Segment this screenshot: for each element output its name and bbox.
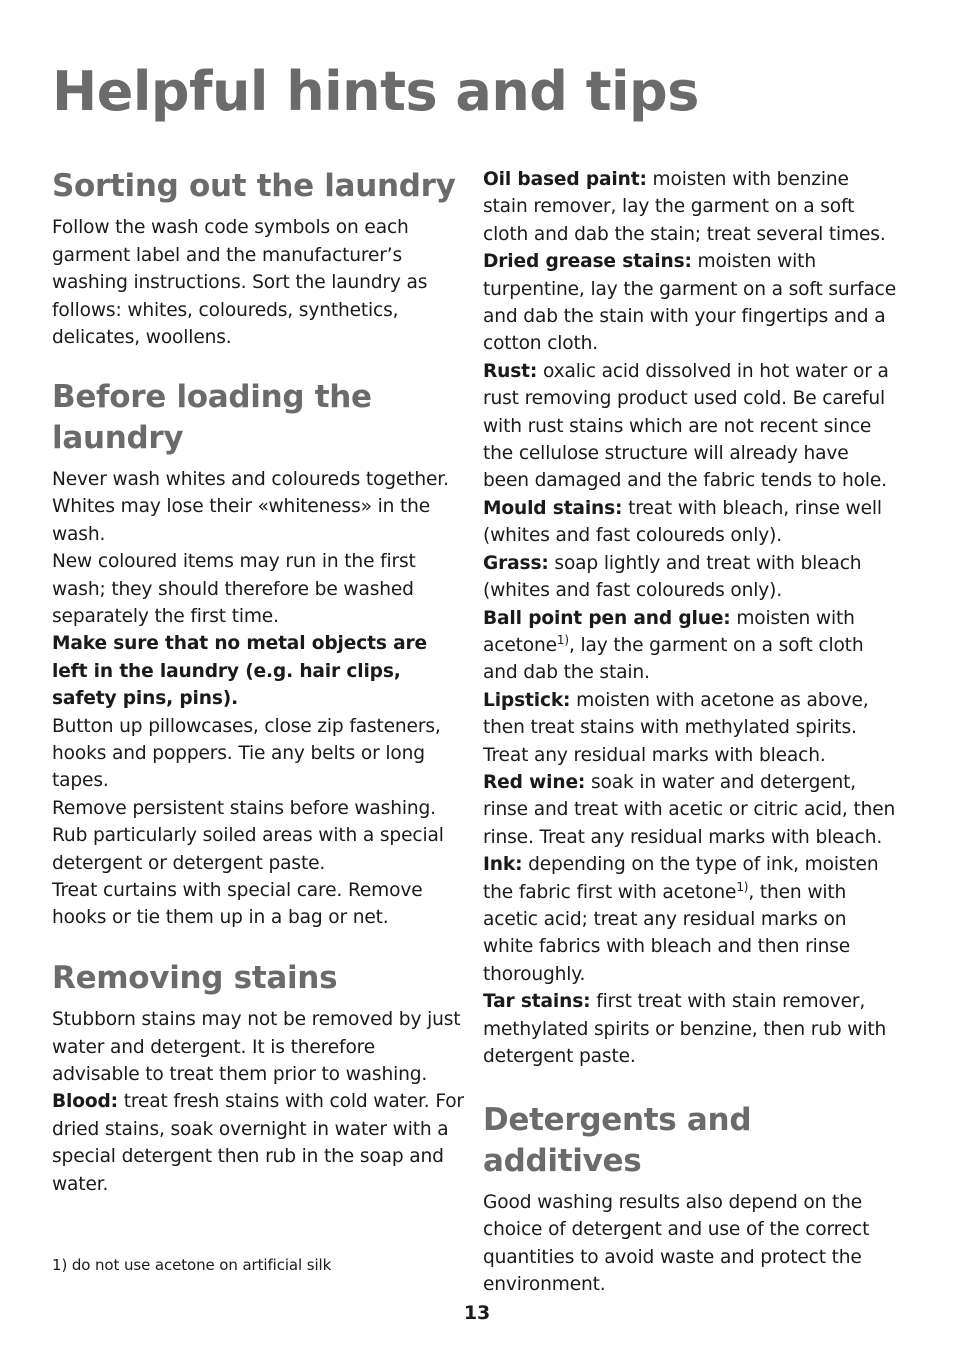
footnote: 1) do not use acetone on artificial silk [52,1256,332,1274]
stain-text: moisten with benzine stain remover, lay the garment on a soft cloth and dab the stain; treat several times. [483,169,886,245]
stain-text: moisten with acetone as above, then treat stains with methylated spirits. Treat any residual marks with bleach. [483,689,869,766]
stain-text: , then with acetic acid; treat any residual marks on white fabrics with bleach and then rinse thoroughly. [483,881,851,985]
before-loading-p4: Button up pillowcases, close zip fasteners, hooks and poppers. Tie any belts or long tapes. [52,715,441,792]
stain-text: , lay the garment on a soft cloth and dab the stain. [483,634,864,684]
stain-text: depending on the type of ink, moisten the fabric first with acetone [483,854,879,903]
stain-text: moisten with acetone [483,607,855,656]
stain-text: treat with bleach, rinse well (whites and fast coloureds only). [483,497,882,547]
stain-dried-grease [483,248,897,358]
page-title: Helpful hints and tips [52,60,699,123]
stain-label: Dried grease stains: [483,251,692,273]
stain-text: treat fresh stains with cold water. For dried stains, soak overnight in water with a special detergent then rub in the soap and water. [52,1091,464,1195]
stain-ball-point-pen [483,605,897,687]
stain-text: soak in water and detergent, rinse and treat with acetic or citric acid, then rinse. Treat any residual marks with bleach. [483,771,896,848]
stain-label: Mould stains: [483,497,623,519]
stain-label: Blood: [52,1091,118,1113]
section-detergents [483,1100,897,1298]
section-before-loading [52,377,464,932]
before-loading-heading: Before loading the laundry [52,379,372,456]
stain-label: Oil based paint: [483,169,647,190]
section-sorting [52,166,464,351]
footnote-ref: 1) [556,632,569,647]
sorting-text: Follow the wash code symbols on each garment label and the manufacturer’s washing instructions. Sort the laundry as follows: whites, coloureds, synthetics, delicates, woollens. [52,217,428,348]
stain-label: Lipstick: [483,689,571,711]
stain-label: Ball point pen and glue: [483,607,731,629]
stain-tar [483,988,897,1070]
left-column [52,166,464,1224]
before-loading-p1: Never wash whites and coloureds together. Whites may lose their «whiteness» in the wash. [52,468,449,545]
stain-oil-paint [483,166,897,248]
sorting-heading: Sorting out the laundry [52,168,456,204]
stain-text: first treat with stain remover, methylated spirits or benzine, then rub with detergent paste. [483,991,887,1067]
stain-text: moisten with turpentine, lay the garment on a soft surface and dab the stain with your fingertips and a cotton cloth. [483,251,897,355]
before-loading-p5: Remove persistent stains before washing. Rub particularly soiled areas with a special detergent or detergent paste. [52,797,444,874]
stain-label: Tar stains: [483,991,591,1013]
stain-red-wine [483,769,897,851]
stain-label: Ink: [483,854,523,876]
section-removing-stains [52,958,464,1198]
detergents-heading: Detergents and additives [483,1102,752,1179]
stain-text: oxalic acid dissolved in hot water or a rust removing product used cold. Be careful with rust stains which are not recent since the cellulose structure will already have been damaged and the fabric tends to hole. [483,360,889,492]
removing-stains-heading: Removing stains [52,959,338,996]
page-number: 13 [463,1302,491,1324]
stain-label: Rust: [483,360,538,382]
stain-text: soap lightly and treat with bleach (whites and fast coloureds only). [483,552,862,602]
stain-mould [483,495,897,550]
stain-grass [483,550,897,605]
removing-stains-intro: Stubborn stains may not be removed by just water and detergent. It is therefore advisable to treat them prior to washing. [52,1009,461,1085]
before-loading-p6: Treat curtains with special care. Remove hooks or tie them up in a bag or net. [52,880,423,929]
detergents-text: Good washing results also depend on the choice of detergent and use of the correct quantities to avoid waste and protect the environment. [483,1192,870,1296]
stain-blood [52,1088,464,1198]
stain-label: Red wine: [483,771,586,793]
stain-rust [483,358,897,495]
stain-lipstick [483,687,897,769]
before-loading-warning: Make sure that no metal objects are left in the laundry (e.g. hair clips, safety pins, pins). [52,633,427,710]
stain-ink [483,851,897,988]
stain-label: Grass: [483,552,549,574]
before-loading-p2: New coloured items may run in the first wash; they should therefore be washed separately the first time. [52,551,416,627]
right-column [483,166,897,1299]
footnote-ref: 1) [736,879,749,894]
